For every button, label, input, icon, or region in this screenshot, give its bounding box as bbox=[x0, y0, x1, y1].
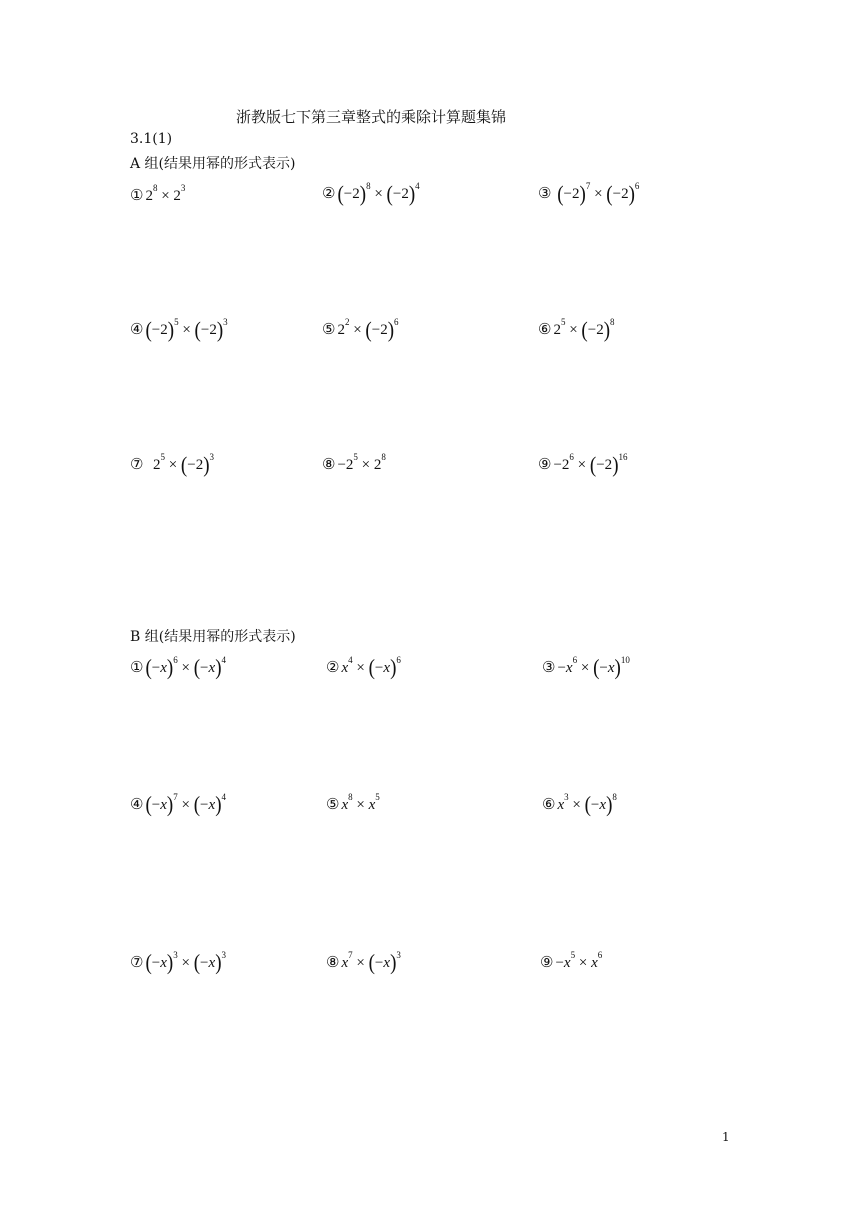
problem-b5: ⑤ $x^8 \times x^5$ bbox=[326, 792, 380, 813]
math-expression: $(-2)^8 \times (-2)^4$ bbox=[337, 181, 420, 207]
problem-b3: ③ $-x^6 \times (-x)^{10}$ bbox=[542, 655, 630, 681]
math-expression: $2^5 \times (-2)^8$ bbox=[553, 317, 615, 343]
math-expression: $2^5 \times (-2)^3$ bbox=[145, 452, 215, 478]
math-expression: $(-2)^5 \times (-2)^3$ bbox=[145, 317, 228, 343]
problem-a3: ③ $(-2)^7 \times (-2)^6$ bbox=[538, 181, 640, 207]
math-expression: $-x^5 \times x^6$ bbox=[555, 950, 603, 971]
problem-a8: ⑧ $-2^5 \times 2^8$ bbox=[322, 452, 386, 473]
group-b-heading: B 组(结果用幂的形式表示) bbox=[130, 629, 296, 645]
problem-a1: ① $2^8 \times 2^3$ bbox=[130, 183, 186, 204]
math-expression: $x^7 \times (-x)^3$ bbox=[341, 950, 401, 976]
problem-b7: ⑦ $(-x)^3 \times (-x)^3$ bbox=[130, 950, 227, 976]
math-expression: $(-x)^7 \times (-x)^4$ bbox=[145, 792, 227, 818]
problem-b6: ⑥ $x^3 \times (-x)^8$ bbox=[542, 792, 617, 818]
problem-b1: ① $(-x)^6 \times (-x)^4$ bbox=[130, 655, 227, 681]
group-a-heading: A 组(结果用幂的形式表示) bbox=[130, 156, 296, 172]
document-title: 浙教版七下第三章整式的乘除计算题集锦 bbox=[236, 108, 507, 126]
math-expression: $x^3 \times (-x)^8$ bbox=[557, 792, 617, 818]
math-expression: $-2^6 \times (-2)^{16}$ bbox=[553, 452, 628, 478]
math-expression: $(-2)^7 \times (-2)^6$ bbox=[557, 181, 640, 207]
math-expression: $-2^5 \times 2^8$ bbox=[337, 452, 386, 473]
problem-a6: ⑥ $2^5 \times (-2)^8$ bbox=[538, 317, 615, 343]
problem-b4: ④ $(-x)^7 \times (-x)^4$ bbox=[130, 792, 227, 818]
problem-b8: ⑧ $x^7 \times (-x)^3$ bbox=[326, 950, 401, 976]
problem-a7: ⑦ $2^5 \times (-2)^3$ bbox=[130, 452, 215, 478]
math-expression: $x^8 \times x^5$ bbox=[341, 792, 380, 813]
math-expression: $(-x)^3 \times (-x)^3$ bbox=[145, 950, 227, 976]
problem-a5: ⑤ $2^2 \times (-2)^6$ bbox=[322, 317, 399, 343]
math-expression: $(-x)^6 \times (-x)^4$ bbox=[145, 655, 227, 681]
math-expression: $2^8 \times 2^3$ bbox=[145, 183, 186, 204]
math-expression: $2^2 \times (-2)^6$ bbox=[337, 317, 399, 343]
math-expression: $x^4 \times (-x)^6$ bbox=[341, 655, 401, 681]
problem-b9: ⑨ $-x^5 \times x^6$ bbox=[540, 950, 603, 971]
page-number: 1 bbox=[722, 1130, 730, 1144]
section-number: 3.1(1) bbox=[130, 131, 173, 147]
problem-a9: ⑨ $-2^6 \times (-2)^{16}$ bbox=[538, 452, 628, 478]
problem-a4: ④ $(-2)^5 \times (-2)^3$ bbox=[130, 317, 228, 343]
math-expression: $-x^6 \times (-x)^{10}$ bbox=[557, 655, 630, 681]
problem-a2: ② $(-2)^8 \times (-2)^4$ bbox=[322, 181, 420, 207]
problem-b2: ② $x^4 \times (-x)^6$ bbox=[326, 655, 401, 681]
